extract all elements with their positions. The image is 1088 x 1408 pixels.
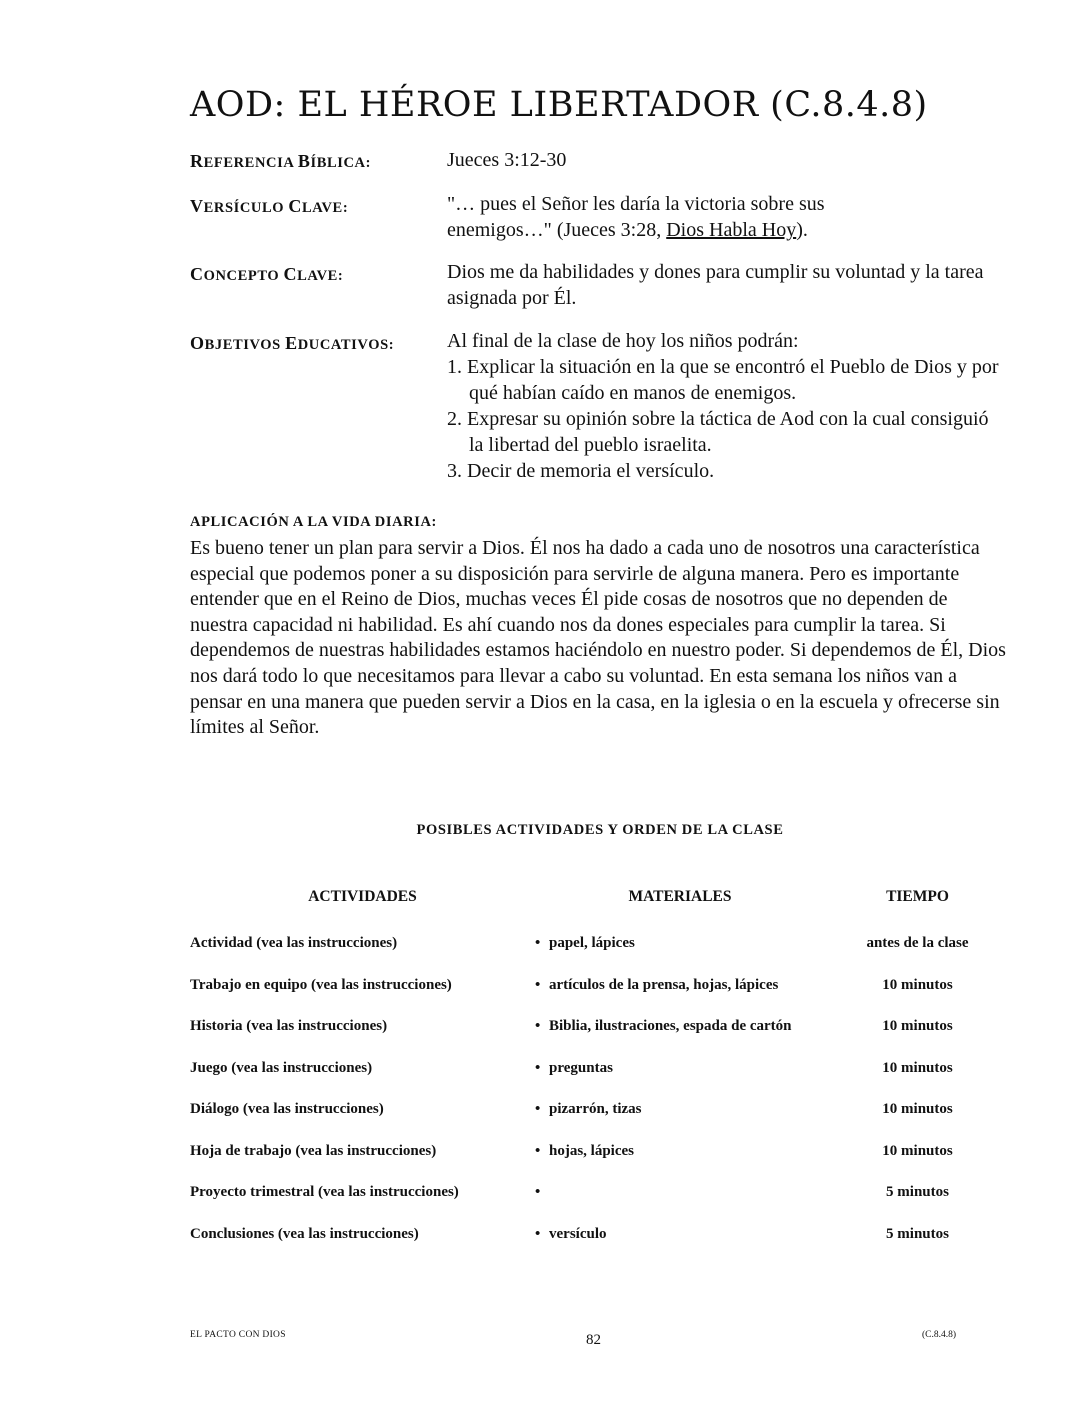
materials-cell: • papel, lápices [535,935,635,951]
versiculo-label: VERSÍCULO CLAVE: [190,196,349,216]
materials-cell: • [535,1184,541,1200]
activity-cell: Hoja de trabajo (vea las instrucciones) [190,1142,437,1159]
header-time: TIEMPO [886,888,949,905]
objetivos-list [447,354,1007,484]
objetivo-item: 2. Expresar su opinión sobre la táctica de Aod con la cual consiguió la libertad del pueblo israelita. [447,408,989,456]
table-row [190,1017,1010,1059]
time-cell: 5 minutos [886,1184,949,1200]
footer-lesson-code: (C.8.4.8) [922,1330,957,1340]
concepto-value: Dios me da habilidades y dones para cumplir su voluntad y la tarea asignada por Él. [447,261,984,309]
objetivos-label: OBJETIVOS EDUCATIVOS: [190,333,395,353]
footer-book-title: EL PACTO CON DIOS [190,1330,286,1340]
activity-cell: Juego (vea las instrucciones) [190,1059,373,1076]
time-cell: 10 minutos [882,976,953,993]
materials-cell: • pizarrón, tizas [535,1101,642,1117]
aplicacion-text: Es bueno tener un plan para servir a Dios. Él nos ha dado a cada uno de nosotros una característica especial que podemos poner a su disposición para servirle de alguna manera. Pero es importante entender que en el Reino de Dios, muchas veces Él pide cosas de nosotros que no dependen de nuestra capacidad ni habilidad. Es ahí cuando nos da dones especiales para cumplir la tarea. Si dependemos de nuestras habilidades estamos haciéndolo en nuestro poder. Si dependemos de Él, Dios nos dará todo lo que necesitamos para llevar a cabo su voluntad. En esta semana los niños van a pensar en una manera que pueden servir a Dios en la casa, en la iglesia o en la escuela y ofrecerse sin límites al Señor. [190,537,1006,739]
table-row [190,1142,1010,1184]
header-materials: MATERIALES [628,888,732,905]
version-link: Dios Habla Hoy [666,219,797,241]
activities-table [190,888,1010,1266]
time-cell: 5 minutos [886,1225,949,1242]
versiculo-value: "… pues el Señor les daría la victoria sobre sus enemigos…" (Jueces 3:28, Dios Habla Hoy). [447,193,825,241]
activity-cell: Diálogo (vea las instrucciones) [190,1101,384,1117]
table-row [190,1225,1010,1267]
page-title: AOD: EL HÉROE LIBERTADOR (C.8.4.8) [190,85,928,125]
time-cell: 10 minutos [882,1018,953,1034]
time-cell: 10 minutos [882,1101,953,1117]
materials-cell: • artículos de la prensa, hojas, lápices [535,976,779,993]
aplicacion-label: APLICACIÓN A LA VIDA DIARIA: [190,514,437,530]
activity-cell: Trabajo en equipo (vea las instrucciones) [190,976,452,993]
activity-cell: Proyecto trimestral (vea las instrucciones) [190,1184,459,1200]
table-row [190,1183,1010,1225]
time-cell: 10 minutos [882,1142,953,1159]
table-row [190,1100,1010,1142]
table-row [190,976,1010,1018]
table-header-row [190,888,1010,934]
activities-heading: POSIBLES ACTIVIDADES Y ORDEN DE LA CLASE [416,822,784,838]
header-activities: ACTIVIDADES [308,888,417,905]
objetivos-value [447,328,1007,484]
concepto-label: CONCEPTO CLAVE: [190,264,344,284]
objetivo-item: 1. Explicar la situación en la que se encontró el Pueblo de Dios y por qué habían caído en manos de enemigos. [447,356,999,404]
activity-cell: Historia (vea las instrucciones) [190,1018,388,1034]
materials-cell: • hojas, lápices [535,1142,635,1159]
objetivos-intro: Al final de la clase de hoy los niños podrán: [447,330,799,352]
table-row [190,1059,1010,1101]
materials-cell: • preguntas [535,1059,613,1076]
objetivo-item: 3. Decir de memoria el versículo. [447,460,715,482]
referencia-value: Jueces 3:12-30 [447,149,567,171]
activity-cell: Actividad (vea las instrucciones) [190,935,398,951]
referencia-label: REFERENCIA BÍBLICA: [190,151,372,171]
materials-cell: • Biblia, ilustraciones, espada de cartón [535,1018,792,1034]
table-row [190,934,1010,976]
time-cell: 10 minutos [882,1059,953,1076]
time-cell: antes de la clase [866,935,969,951]
materials-cell: • versículo [535,1225,607,1242]
footer-page-number: 82 [586,1332,601,1348]
activity-cell: Conclusiones (vea las instrucciones) [190,1225,419,1242]
